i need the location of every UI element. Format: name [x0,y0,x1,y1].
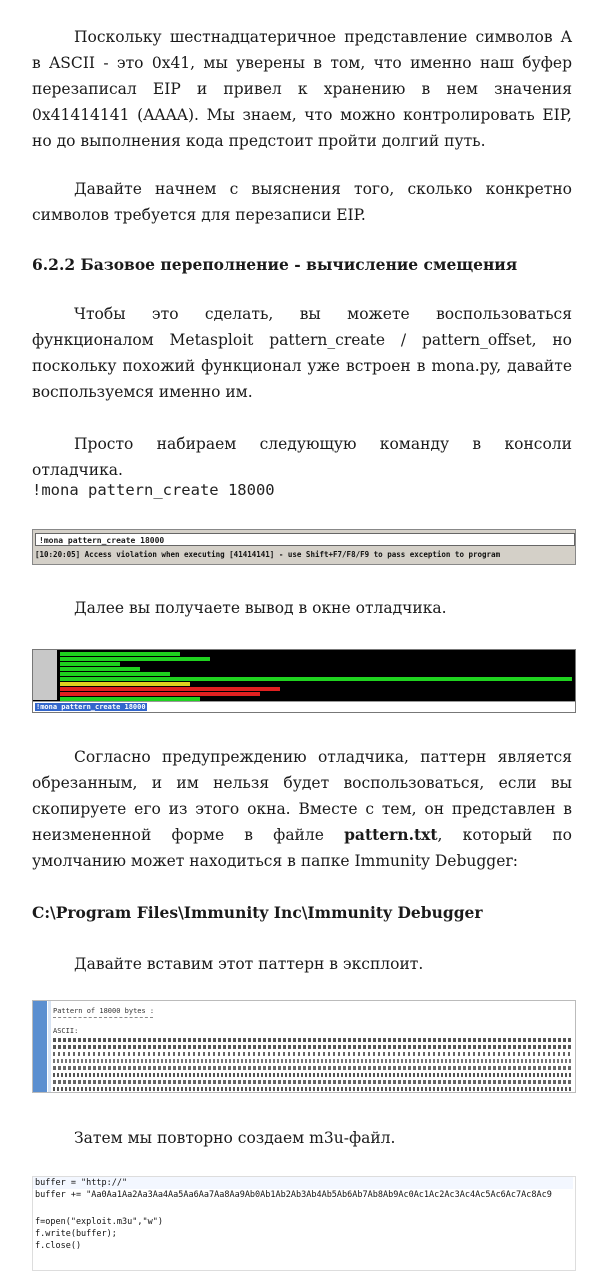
code-line: f.close() [35,1241,82,1251]
log-line [60,677,572,681]
log-line [60,652,180,656]
log-warning-line [60,692,260,696]
pattern-line [53,1045,573,1049]
exploit-code-screenshot [32,1176,576,1271]
paragraph-pattern-file-tail: , который по умолчанию может находиться в папке Immunity Debugger: [32,826,572,870]
debugger-status-line: [10:20:05] Access violation when executing [41414141] - use Shift+F7/F8/F9 to pass exception to program [35,550,501,559]
log-line [60,662,120,666]
code-line: buffer = "http://" [35,1178,128,1188]
pattern-line [53,1073,573,1077]
paragraph-console-command: Просто набираем следующую команду в консоли отладчика. [32,435,572,479]
editor-gutter [33,1001,47,1092]
code-line: f=open("exploit.m3u","w") [35,1217,163,1227]
paragraph-insert-pattern: Давайте вставим этот паттерн в эксплоит. [74,955,424,973]
pattern-line [53,1066,573,1070]
paragraph-pattern-create: Чтобы это сделать, вы можете воспользоваться функционалом Metasploit pattern_create / pattern_offset, но поскольку похожий функционал уже встроен в mona.py, давайте воспользуемся именно им. [32,305,572,401]
pattern-file-name: pattern.txt [344,825,438,844]
pattern-line [53,1038,573,1042]
pattern-file-screenshot [32,1000,576,1093]
log-address-column [33,650,57,700]
pattern-line [53,1059,573,1063]
code-line: buffer += "Aa0Aa1Aa2Aa3Aa4Aa5Aa6Aa7Aa8Aa9Ab0Ab1Ab2Ab3Ab4Ab5Ab6Ab7Ab8Ab9Ac0Ac1Ac2Ac3Ac4Ac5Ac6Ac7Ac8Ac9 [35,1190,552,1200]
log-line [60,657,210,661]
pattern-line [53,1087,573,1091]
log-warning-line [60,687,280,691]
paragraph-find-offset: Давайте начнем с выяснения того, сколько конкретно символов требуется для перезаписи EIP. [32,180,572,224]
pattern-line [53,1052,573,1056]
debugger-command-input: !mona pattern_create 18000 [35,533,575,546]
pattern-line [53,1080,573,1084]
debugger-command-bar [33,701,575,712]
pattern-ascii-label: ASCII: [53,1027,79,1035]
mona-command: !mona pattern_create 18000 [32,481,275,499]
log-line [60,682,190,686]
paragraph-debugger-output: Далее вы получаете вывод в окне отладчика. [74,599,447,617]
log-line [60,672,170,676]
paragraph-pattern-file-text: Согласно предупреждению отладчика, паттерн является обрезанным, и им нельзя будет воспользоваться, если вы скопируете его из этого окна. Вместе с тем, он представлен в неизмененной форме в файле [32,748,572,844]
install-path: C:\Program Files\Immunity Inc\Immunity Debugger [32,903,483,922]
debugger-log-screenshot [32,649,576,713]
paragraph-pattern-file [32,744,572,874]
paragraph-ascii-eip: Поскольку шестнадцатеричное представление символов A в ASCII - это 0x41, мы уверены в том, что именно наш буфер перезаписал EIP и привел к хранению в нем значения 0x41414141 (AAAA). Мы знаем, что можно контролировать EIP, но до выполнения кода предстоит пройти долгий путь. [32,28,572,150]
pattern-title: Pattern of 18000 bytes : [53,1007,155,1015]
paragraph-recreate-m3u: Затем мы повторно создаем m3u-файл. [74,1129,396,1147]
debugger-command-screenshot [32,529,576,565]
log-line [60,667,140,671]
debugger-command-text: !mona pattern_create 18000 [36,703,146,711]
section-heading: 6.2.2 Базовое переполнение - вычисление смещения [32,255,518,274]
code-line: f.write(buffer); [35,1229,117,1239]
